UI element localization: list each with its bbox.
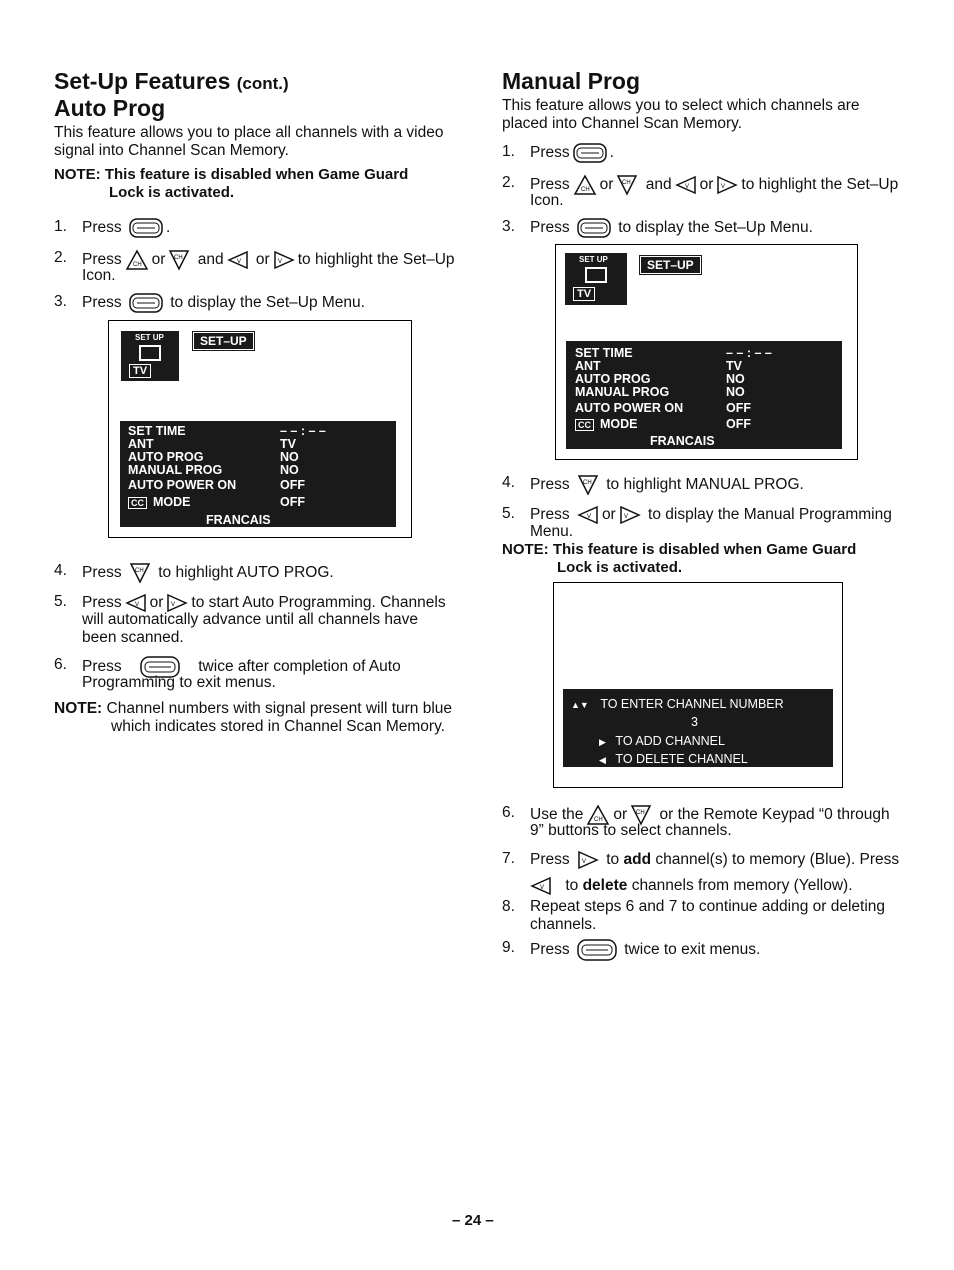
menu-value: OFF (280, 478, 305, 492)
menu-value: NO (726, 372, 745, 386)
step-word: channels from memory (Yellow). (631, 877, 853, 895)
step-text (82, 249, 455, 271)
channel-menu (563, 689, 833, 767)
svg-text:CH: CH (580, 187, 590, 193)
step-number: 9. (502, 939, 515, 956)
step-word: channel(s) to memory (Blue). Press (655, 851, 900, 869)
ch-up-icon (573, 174, 597, 196)
step-word: Press (530, 144, 570, 162)
add-channel-row[interactable] (599, 734, 725, 748)
step-word: to display the Manual Programming (648, 506, 892, 524)
step-word: to highlight MANUAL PROG. (606, 476, 804, 494)
menu-item-auto-prog[interactable]: AUTO PROG (575, 372, 651, 386)
tv-label: TV (129, 364, 151, 378)
svg-text:CH: CH (636, 810, 645, 816)
setup-menu-list (566, 341, 842, 449)
step-text-cont: Icon. (82, 267, 116, 284)
menu-item-mode[interactable] (575, 418, 638, 432)
menu-value: OFF (280, 495, 305, 509)
menu-value: OFF (726, 401, 751, 415)
step-number: 1. (502, 143, 515, 160)
scan-memory-note (54, 700, 452, 736)
note-line: NOTE: This feature is disabled when Game Guard (54, 166, 409, 183)
auto-prog-heading: Auto Prog (54, 95, 166, 121)
note-line: Lock is activated. (557, 559, 683, 576)
svg-text:V: V (586, 514, 591, 520)
step-text-cont: Menu. (530, 523, 574, 540)
step-word: to display the Set–Up Menu. (170, 294, 365, 312)
svg-text:V: V (236, 259, 241, 265)
vol-left-icon (227, 250, 249, 270)
ch-down-icon (129, 562, 151, 584)
page-number: – 24 – (452, 1212, 494, 1229)
step-number: 4. (502, 474, 515, 491)
step-word: or (601, 506, 616, 524)
menu-value: TV (726, 359, 742, 373)
step-word: . (609, 144, 614, 162)
step-word: or (599, 176, 614, 194)
note-label: NOTE: (54, 700, 103, 717)
ch-up-icon (125, 249, 149, 271)
setup-tag: SET–UP (640, 256, 701, 274)
vol-right-icon (273, 250, 295, 270)
intro-line: This feature allows you to select which channels are (502, 97, 860, 114)
tv-label: TV (573, 287, 595, 301)
menu-item-ant[interactable]: ANT (128, 437, 154, 451)
step-word: Use the (530, 806, 584, 824)
auto-prog-intro (54, 124, 443, 160)
heading-cont: (cont.) (236, 74, 289, 93)
svg-text:V: V (171, 602, 176, 608)
step-text-cont (530, 876, 853, 896)
step-number: 2. (502, 174, 515, 191)
step-number: 5. (502, 505, 515, 522)
vol-left-icon (530, 876, 552, 896)
svg-text:CH: CH (132, 262, 142, 268)
note-line: which indicates stored in Channel Scan Memory. (111, 718, 445, 735)
step-number: 5. (54, 593, 67, 610)
step-word: to highlight the Set–Up (297, 251, 455, 269)
menu-item-auto-power-on[interactable]: AUTO POWER ON (575, 401, 684, 415)
step-word: Press (530, 176, 570, 194)
note-line: Lock is activated. (109, 184, 235, 201)
step-text (530, 474, 804, 496)
step-text (530, 218, 813, 238)
step-text-cont: will automatically advance until all channels have (82, 611, 419, 628)
step-word: to (565, 877, 579, 895)
add-label: TO ADD CHANNEL (615, 734, 725, 748)
step-word: Press (82, 594, 122, 612)
step-text (530, 939, 760, 961)
svg-text:V: V (277, 259, 282, 265)
step-word: Press (82, 251, 122, 269)
intro-line: This feature allows you to place all channels with a video (54, 124, 444, 141)
step-word: Press (82, 294, 122, 312)
menu-item-set-time[interactable]: SET TIME (575, 346, 633, 360)
step-bold: delete (582, 877, 628, 895)
svg-text:CH: CH (134, 568, 144, 574)
step-word: . (165, 219, 171, 237)
ch-down-icon (577, 474, 599, 496)
svg-text:V: V (623, 514, 628, 520)
step-number: 3. (502, 218, 515, 235)
step-word: or (151, 251, 166, 269)
menu-value: NO (280, 450, 299, 464)
step-number: 2. (54, 249, 67, 266)
action-button-icon (573, 143, 607, 163)
step-word: or (149, 594, 164, 612)
svg-text:V: V (540, 885, 545, 891)
enter-label: TO ENTER CHANNEL NUMBER (600, 697, 784, 711)
step-word: and (645, 176, 672, 194)
menu-item-auto-power-on[interactable]: AUTO POWER ON (128, 478, 237, 492)
action-button-icon (577, 218, 611, 238)
svg-text:CH: CH (594, 817, 604, 823)
menu-item-manual-prog[interactable]: MANUAL PROG (575, 385, 670, 399)
vol-right-icon (619, 505, 641, 525)
step-word: Press (530, 941, 570, 959)
manual-prog-intro (502, 97, 860, 133)
step-word: Press (82, 564, 122, 582)
step-word: Press (82, 658, 122, 676)
step-word: to highlight the Set–Up (741, 176, 899, 194)
vol-left-icon (675, 175, 697, 195)
vol-left-icon (577, 505, 599, 525)
menu-value: NO (726, 385, 745, 399)
step-number: 6. (502, 804, 515, 821)
action-button-icon (129, 218, 163, 238)
menu-item-language[interactable]: FRANCAIS (650, 434, 715, 448)
menu-item-mode[interactable] (128, 496, 191, 510)
step-word: to highlight AUTO PROG. (158, 564, 334, 582)
setup-tv-icon (565, 253, 627, 305)
menu-value: OFF (726, 417, 751, 431)
step-text-cont: Icon. (530, 192, 564, 209)
step-text (82, 218, 170, 238)
step-text-cont: Programming to exit menus. (82, 674, 276, 691)
step-word: to start Auto Programming. Channels (191, 594, 446, 612)
delete-channel-row[interactable] (599, 752, 748, 766)
intro-line: signal into Channel Scan Memory. (54, 142, 289, 159)
vol-left-icon (125, 593, 147, 613)
step-text (82, 293, 365, 313)
step-word: or (699, 176, 714, 194)
svg-text:V: V (581, 859, 586, 865)
svg-text:CH: CH (174, 255, 184, 261)
step-number: 8. (502, 898, 515, 915)
menu-item-language[interactable]: FRANCAIS (206, 513, 271, 527)
menu-item-auto-prog[interactable]: AUTO PROG (128, 450, 204, 464)
step-word: twice to exit menus. (624, 941, 761, 959)
menu-value: – – : – – (726, 346, 772, 360)
step-text (82, 562, 334, 584)
cc-icon: CC (575, 419, 594, 431)
ch-down-icon (616, 174, 638, 196)
delete-label: TO DELETE CHANNEL (615, 752, 748, 766)
svg-text:CH: CH (582, 480, 592, 486)
step-word: or (255, 251, 270, 269)
setup-menu-screen (108, 320, 412, 538)
step-number: 4. (54, 562, 67, 579)
step-text (530, 850, 899, 870)
menu-value: – – : – – (280, 424, 326, 438)
step-number: 3. (54, 293, 67, 310)
step-word: twice after completion of Auto (198, 658, 401, 676)
section-heading (54, 68, 289, 97)
step-number: 7. (502, 850, 515, 867)
enter-row (571, 697, 784, 711)
step-word: Press (530, 476, 570, 494)
step-text (530, 143, 614, 163)
left-arrow-icon: ◀ (599, 755, 606, 765)
monitor-shape (585, 267, 607, 283)
setup-menu-list (120, 421, 396, 527)
icon-label: SET UP (579, 255, 608, 264)
step-word: Press (530, 506, 570, 524)
manual-prog-screen (553, 582, 843, 788)
vol-right-icon (577, 850, 599, 870)
intro-line: placed into Channel Scan Memory. (502, 115, 743, 132)
step-text: Repeat steps 6 and 7 to continue adding or deleting (530, 898, 886, 915)
menu-item-manual-prog[interactable]: MANUAL PROG (128, 463, 223, 477)
note-line: Channel numbers with signal present will turn blue (106, 700, 453, 717)
menu-label: MODE (600, 417, 638, 431)
step-number: 6. (54, 656, 67, 673)
cc-icon: CC (128, 497, 147, 509)
menu-value: TV (280, 437, 296, 451)
step-word: Press (82, 219, 122, 237)
menu-value: NO (280, 463, 299, 477)
step-word: and (197, 251, 224, 269)
step-text (530, 174, 898, 196)
vol-right-icon (716, 175, 738, 195)
svg-text:V: V (721, 184, 726, 190)
step-word: to (606, 851, 620, 869)
menu-item-ant[interactable]: ANT (575, 359, 601, 373)
menu-label: MODE (153, 495, 191, 509)
step-word: Press (530, 851, 570, 869)
icon-label: SET UP (135, 333, 164, 342)
up-down-arrows-icon: ▲▼ (571, 700, 589, 710)
monitor-shape (139, 345, 161, 361)
step-word: or the Remote Keypad “0 through (659, 806, 890, 824)
action-button-icon (577, 939, 617, 961)
step-number: 1. (54, 218, 67, 235)
step-word: or (613, 806, 628, 824)
channel-number-field[interactable]: 3 (691, 715, 698, 729)
manual-prog-heading: Manual Prog (502, 68, 641, 94)
step-word: Press (530, 219, 570, 237)
setup-menu-screen-right (555, 244, 858, 460)
step-text-cont: channels. (530, 916, 597, 933)
step-word: to display the Set–Up Menu. (618, 219, 813, 237)
setup-tv-icon (121, 331, 179, 381)
svg-text:V: V (684, 184, 689, 190)
setup-tag: SET–UP (193, 332, 254, 350)
step-text-cont: been scanned. (82, 629, 184, 646)
step-text-cont: 9” buttons to select channels. (530, 822, 732, 839)
step-text (82, 593, 446, 613)
step-bold: add (623, 851, 652, 869)
menu-item-set-time[interactable]: SET TIME (128, 424, 186, 438)
svg-text:V: V (134, 602, 139, 608)
game-guard-note-right (502, 541, 856, 577)
game-guard-note (54, 166, 408, 202)
svg-text:CH: CH (622, 180, 632, 186)
note-line: NOTE: This feature is disabled when Game Guard (502, 541, 857, 558)
heading-main: Set-Up Features (54, 68, 231, 94)
vol-right-icon (166, 593, 188, 613)
step-text (530, 505, 892, 525)
ch-down-icon (168, 249, 190, 271)
action-button-icon (129, 293, 163, 313)
right-arrow-icon: ▶ (599, 737, 606, 747)
